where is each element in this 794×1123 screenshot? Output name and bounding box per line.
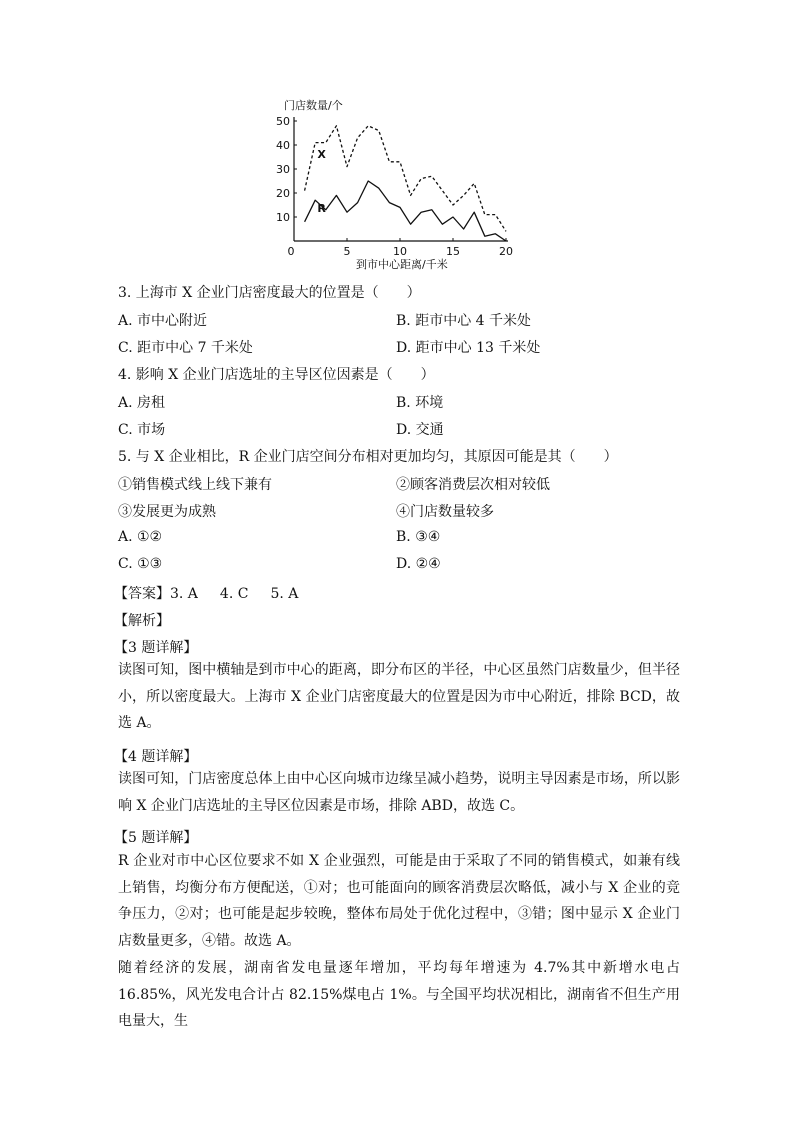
series-label-r: R [317,202,326,216]
x-tick-label: 10 [393,245,407,258]
x-tick-label: 5 [343,245,351,258]
chart-ticks [276,115,513,258]
analysis-label: 【解析】 [114,613,170,629]
q4-option-d: D. 交通 [396,422,444,438]
answer-label: 【答案】 [114,586,170,602]
x-axis-label: 到市中心距离/千米 [356,258,448,271]
answer-line [114,583,298,603]
q5-option-d: D. ②④ [396,556,441,572]
q5-option-b: B. ③④ [396,529,441,545]
detail-heading-3: 【3 题详解】 [114,640,198,656]
answer-5: 5. A [270,586,299,602]
detail-paragraph-5: R 企业对市中心区位要求不如 X 企业强烈，可能是由于采取了不同的销售模式，如兼有线上销售，均衡分布方便配送，①对；也可能面向的顾客消费层次略低，减小与 X 企业的竞争压力，②对；也可能是起步较晚，整体布局处于优化过程中，③错；图中显示 X 企业门店数量更多，④错。故选 A。 [118,853,680,949]
q4-option-c: C. 市场 [118,422,166,438]
answer-3: 3. A [170,586,198,602]
y-tick-label: 20 [276,187,290,200]
detail-paragraph-4: 读图可知，门店密度总体上由中心区向城市边缘呈减小趋势，说明主导因素是市场，所以影响 X 企业门店选址的主导区位因素是市场，排除 ABD，故选 C。 [118,771,680,814]
q3-option-c: C. 距市中心 7 千米处 [118,340,253,356]
store-count-line-chart [268,92,528,274]
x-tick-label: 0 [287,245,295,258]
q5-option-c: C. ①③ [118,556,163,572]
detail-heading-5: 【5 题详解】 [114,830,198,846]
continuation-paragraph: 随着经济的发展，湖南省发电量逐年增加，平均每年增速为 4.7%其中新增水电占 16.85%，风光发电合计占 82.15%煤电占 1%。与全国平均状况相比，湖南省不但生产用电量大，生 [118,960,680,1029]
q3-stem: 3. 上海市 X 企业门店密度最大的位置是（ ） [118,285,421,301]
chart-series [305,126,506,241]
y-tick-label: 10 [276,211,290,224]
q5-statement-4: ④门店数量较多 [396,504,494,520]
detail-heading-4: 【4 题详解】 [114,749,198,765]
question-5-block [114,446,683,606]
q3-option-b: B. 距市中心 4 千米处 [396,313,531,329]
series-line-r [305,181,506,241]
q5-statement-2: ②顾客消费层次相对较低 [396,477,550,493]
x-tick-label: 15 [446,245,460,258]
q5-statement-3: ③发展更为成熟 [118,504,216,520]
q4-option-b: B. 环境 [396,395,444,411]
q5-stem: 5. 与 X 企业相比，R 企业门店空间分布相对更加均匀，其原因可能是其（ ） [118,449,618,465]
q5-statement-1: ①销售模式线上线下兼有 [118,477,272,493]
series-label-x: X [317,148,326,162]
y-tick-label: 40 [276,139,290,152]
q3-option-d: D. 距市中心 13 千米处 [396,340,541,356]
q4-option-a: A. 房租 [118,395,166,411]
x-tick-label: 20 [499,245,513,258]
chart-axes [294,117,508,241]
q4-stem: 4. 影响 X 企业门店选址的主导区位因素是（ ） [118,367,435,383]
q5-option-a: A. ①② [118,529,163,545]
y-tick-label: 30 [276,163,290,176]
y-tick-label: 50 [276,115,290,128]
y-axis-label: 门店数量/个 [284,99,343,112]
detail-paragraph-3: 读图可知，图中横轴是到市中心的距离，即分布区的半径，中心区虽然门店数量少，但半径小，所以密度最大。上海市 X 企业门店密度最大的位置是因为市中心附近，排除 BCD，故选 A。 [118,662,680,731]
answer-4: 4. C [219,586,249,602]
q3-option-a: A. 市中心附近 [118,313,208,329]
